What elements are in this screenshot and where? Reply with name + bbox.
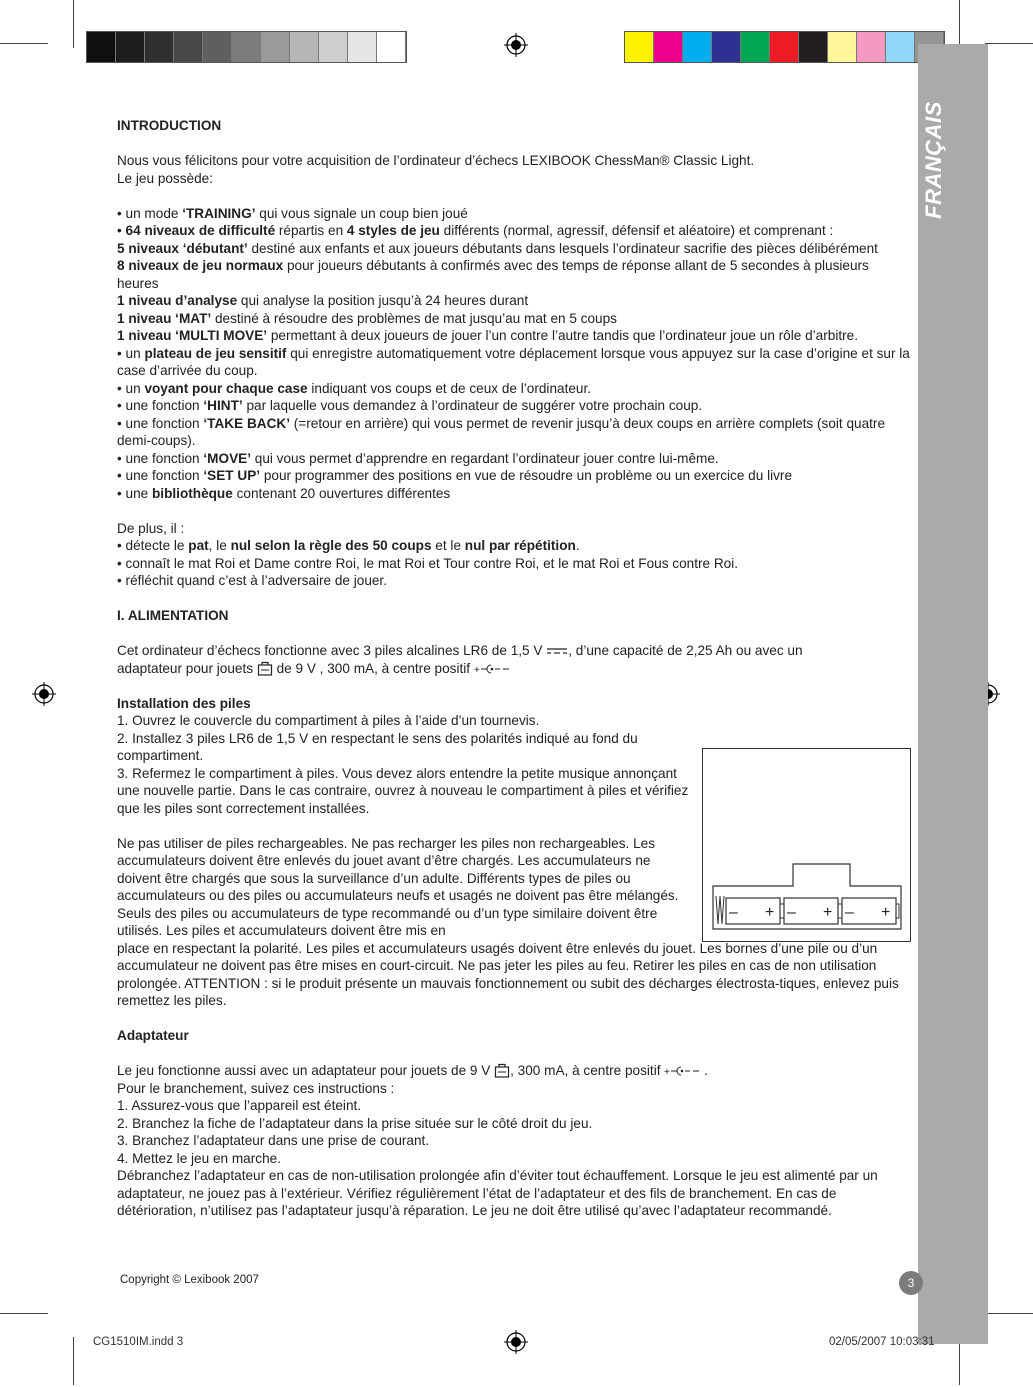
color-swatch <box>770 32 799 62</box>
feature-item: • une fonction ‘MOVE’ qui vous permet d’apprendre en regardant l’ordinateur jouer contre lui-même. <box>117 450 719 466</box>
color-swatch <box>857 32 886 62</box>
adaptateur-step: 2. Branchez la fiche de l’adaptateur dans la prise située sur le côté droit du jeu. <box>117 1115 593 1131</box>
color-swatch <box>261 32 290 62</box>
feature-item: • une fonction ‘HINT’ par laquelle vous demandez à l’ordinateur de suggérer votre prochain coup. <box>117 398 703 413</box>
svg-text:+: + <box>664 1067 671 1078</box>
alimentation-paragraph: Cet ordinateur d’échecs fonctionne avec 3 piles alcalines LR6 de 1,5 V , d’une capacité de 2,25 Ah ou avec un adaptateur pour jouets de 9 V , 300 mA, à centre positif + <box>117 643 803 676</box>
adaptateur-paragraph: Le jeu fonctionne aussi avec un adaptateur pour jouets de 9 V , 300 mA, à centre positif + . <box>117 1063 708 1078</box>
color-swatch <box>87 32 116 62</box>
intro-paragraph: Nous vous félicitons pour votre acquisition de l’ordinateur d’échecs LEXIBOOK ChessMan® Classic Light. <box>117 153 755 168</box>
main-content <box>117 117 914 1220</box>
color-swatch <box>348 32 377 62</box>
intro-heading: INTRODUCTION <box>117 118 222 133</box>
crop-mark <box>0 43 48 44</box>
installation-steps <box>117 712 692 940</box>
adaptateur-step: 1. Assurez-vous que l’appareil est éteint. <box>117 1098 362 1113</box>
feature-item: • une bibliothèque contenant 20 ouvertures différentes <box>117 485 451 501</box>
svg-text:+: + <box>473 664 480 675</box>
registration-mark-icon <box>32 682 56 706</box>
installation-step: 3. Refermez le compartiment à piles. Vous devez alors entendre la petite musique annonçant une nouvelle partie. Dans le cas contraire, ouvrez à nouveau le compartiment à piles et vérifiez que les piles sont correctement installées. <box>117 765 689 816</box>
deplus-item: • réfléchit quand c’est à l’adversaire de jouer. <box>117 573 387 588</box>
feature-item: • 64 niveaux de difficulté répartis en 4 styles de jeu différents (normal, agressif, défensif et aléatoire) et comprenant : <box>117 223 834 238</box>
plus-label: + <box>881 904 891 921</box>
transformer-icon <box>494 1063 510 1079</box>
grayscale-color-bar <box>86 31 407 63</box>
print-slug-date: 02/05/2007 10:03:31 <box>829 1336 935 1348</box>
feature-item: 1 niveau ‘MAT’ destiné à résoudre des problèmes de mat jusqu’au mat en 5 coups <box>117 310 617 326</box>
print-slug-file: CG1510IM.indd 3 <box>93 1336 184 1348</box>
color-swatch <box>625 32 654 62</box>
adaptateur-step: 4. Mettez le jeu en marche. <box>117 1150 281 1166</box>
battery-compartment-figure <box>702 748 911 942</box>
crop-mark <box>985 1313 1033 1314</box>
color-swatch <box>145 32 174 62</box>
registration-mark-icon <box>504 33 528 57</box>
feature-item: • un mode ‘TRAINING’ qui vous signale un coup bien joué <box>117 205 468 221</box>
plus-label: + <box>765 904 775 921</box>
intro-paragraph: Le jeu possède: <box>117 170 213 186</box>
language-tab <box>914 60 954 260</box>
color-swatch <box>799 32 828 62</box>
crop-mark <box>959 1337 960 1385</box>
color-swatch <box>654 32 683 62</box>
feature-item: • une fonction ‘SET UP’ pour programmer des positions en vue de résoudre un problème ou un exercice du livre <box>117 468 793 483</box>
battery-compartment-diagram <box>703 749 909 940</box>
deplus-item: • connaît le mat Roi et Dame contre Roi, le mat Roi et Tour contre Roi, et le mat Roi et Fous contre Roi. <box>117 555 739 571</box>
battery-warning: Ne pas utiliser de piles rechargeables. Ne pas recharger les piles non rechargeables. Les accumulateurs doivent être enlevés du jouet avant d’être chargés. Les accumulateurs ne doivent être chargés que sous la surveillance d’un adulte. Différents types de piles ou accumulateurs ou des piles ou accumulateurs neufs et usagés ne doivent pas être mélangés. Seuls des piles ou accumulateurs de type recommandé ou d’un type similaire doivent être utilisés. Les piles et accumulateurs doivent être mis en <box>117 835 679 938</box>
deplus-item: • détecte le pat, le nul selon la règle des 50 coups et le nul par répétition. <box>117 538 580 553</box>
crop-mark <box>73 1337 74 1385</box>
copyright: Copyright © Lexibook 2007 <box>120 1274 259 1286</box>
color-swatch <box>319 32 348 62</box>
adaptateur-closing: Débranchez l’adaptateur en cas de non-utilisation prolongée afin d’éviter tout échauffement. Lorsque le jeu est alimenté par un adaptateur, ne jouez pas à l’extérieur. Vérifiez régulièrement l’état de l’adaptateur et des fils de branchement. En cas de détérioration, n’utilisez pas l’adaptateur jusqu’à réparation. Le jeu ne doit être utilisé qu’avec l’adaptateur recommandé. <box>117 1168 878 1218</box>
color-swatch <box>828 32 857 62</box>
plus-label: + <box>823 904 833 921</box>
crop-mark <box>0 1313 48 1314</box>
process-color-bar <box>624 31 945 63</box>
installation-heading: Installation des piles <box>117 695 251 711</box>
color-swatch <box>174 32 203 62</box>
alimentation-heading: I. ALIMENTATION <box>117 608 229 623</box>
dc-current-icon <box>546 646 568 656</box>
center-positive-polarity-icon <box>474 663 510 675</box>
color-swatch <box>683 32 712 62</box>
features-list <box>117 205 914 503</box>
feature-item: • un plateau de jeu sensitif qui enregistre automatiquement votre déplacement lorsque vous appuyez sur la case d’origine et sur la case d’arrivée du coup. <box>117 345 910 378</box>
deplus-list <box>117 537 914 590</box>
adaptateur-step: 3. Branchez l’adaptateur dans une prise de courant. <box>117 1133 430 1148</box>
minus-label: – <box>845 904 854 921</box>
color-swatch <box>116 32 145 62</box>
transformer-icon <box>257 661 273 677</box>
minus-label: – <box>787 904 796 921</box>
feature-item: 8 niveaux de jeu normaux pour joueurs débutants à confirmés avec des temps de réponse allant de 5 secondes à plusieurs heures <box>117 258 869 291</box>
installation-step: 1. Ouvrez le couvercle du compartiment à piles à l’aide d’un tournevis. <box>117 713 540 728</box>
battery-warning-continued: place en respectant la polarité. Les piles et accumulateurs usagés doivent être enlevés du jouet. Les bornes d’une pile ou d’un accumulateur ne doivent pas être mises en court-circuit. Ne pas jeter les piles au feu. Retirer les piles en cas de non utilisation prolongée. ATTENTION : si le produit présente un mauvais fonctionnement ou subit des décharges électrosta-tiques, enlevez puis remettez les piles. <box>117 940 899 1008</box>
minus-label: – <box>729 904 738 921</box>
feature-item: 1 niveau d’analyse qui analyse la position jusqu’à 24 heures durant <box>117 293 529 308</box>
color-swatch <box>741 32 770 62</box>
crop-mark <box>73 0 74 48</box>
crop-mark <box>985 43 1033 44</box>
color-swatch <box>290 32 319 62</box>
page-number: 3 <box>899 1271 923 1295</box>
feature-item: 5 niveaux ‘débutant’ destiné aux enfants et aux joueurs débutants dans lesquels l’ordinateur sacrifie des pièces délibérément <box>117 240 878 256</box>
deplus-intro: De plus, il : <box>117 520 185 536</box>
color-swatch <box>203 32 232 62</box>
color-swatch <box>377 32 406 62</box>
center-positive-polarity-icon <box>664 1065 700 1077</box>
language-label: FRANÇAIS <box>921 101 946 219</box>
adaptateur-instructions-intro: Pour le branchement, suivez ces instructions : <box>117 1080 395 1096</box>
color-swatch <box>232 32 261 62</box>
adaptateur-heading: Adaptateur <box>117 1028 189 1043</box>
crop-mark <box>959 0 960 48</box>
color-swatch <box>886 32 915 62</box>
registration-mark-icon <box>504 1330 528 1354</box>
feature-item: • une fonction ‘TAKE BACK’ (=retour en arrière) qui vous permet de revenir jusqu’à deux coups en arrière complets (soit quatre demi-coups). <box>117 415 886 448</box>
feature-item: 1 niveau ‘MULTI MOVE’ permettant à deux joueurs de jouer l’un contre l’autre tandis que l’ordinateur joue un rôle d’arbitre. <box>117 328 858 343</box>
color-swatch <box>712 32 741 62</box>
installation-step: 2. Installez 3 piles LR6 de 1,5 V en respectant le sens des polarités indiqué au fond du compartiment. <box>117 730 638 763</box>
feature-item: • un voyant pour chaque case indiquant vos coups et de ceux de l’ordinateur. <box>117 380 592 396</box>
